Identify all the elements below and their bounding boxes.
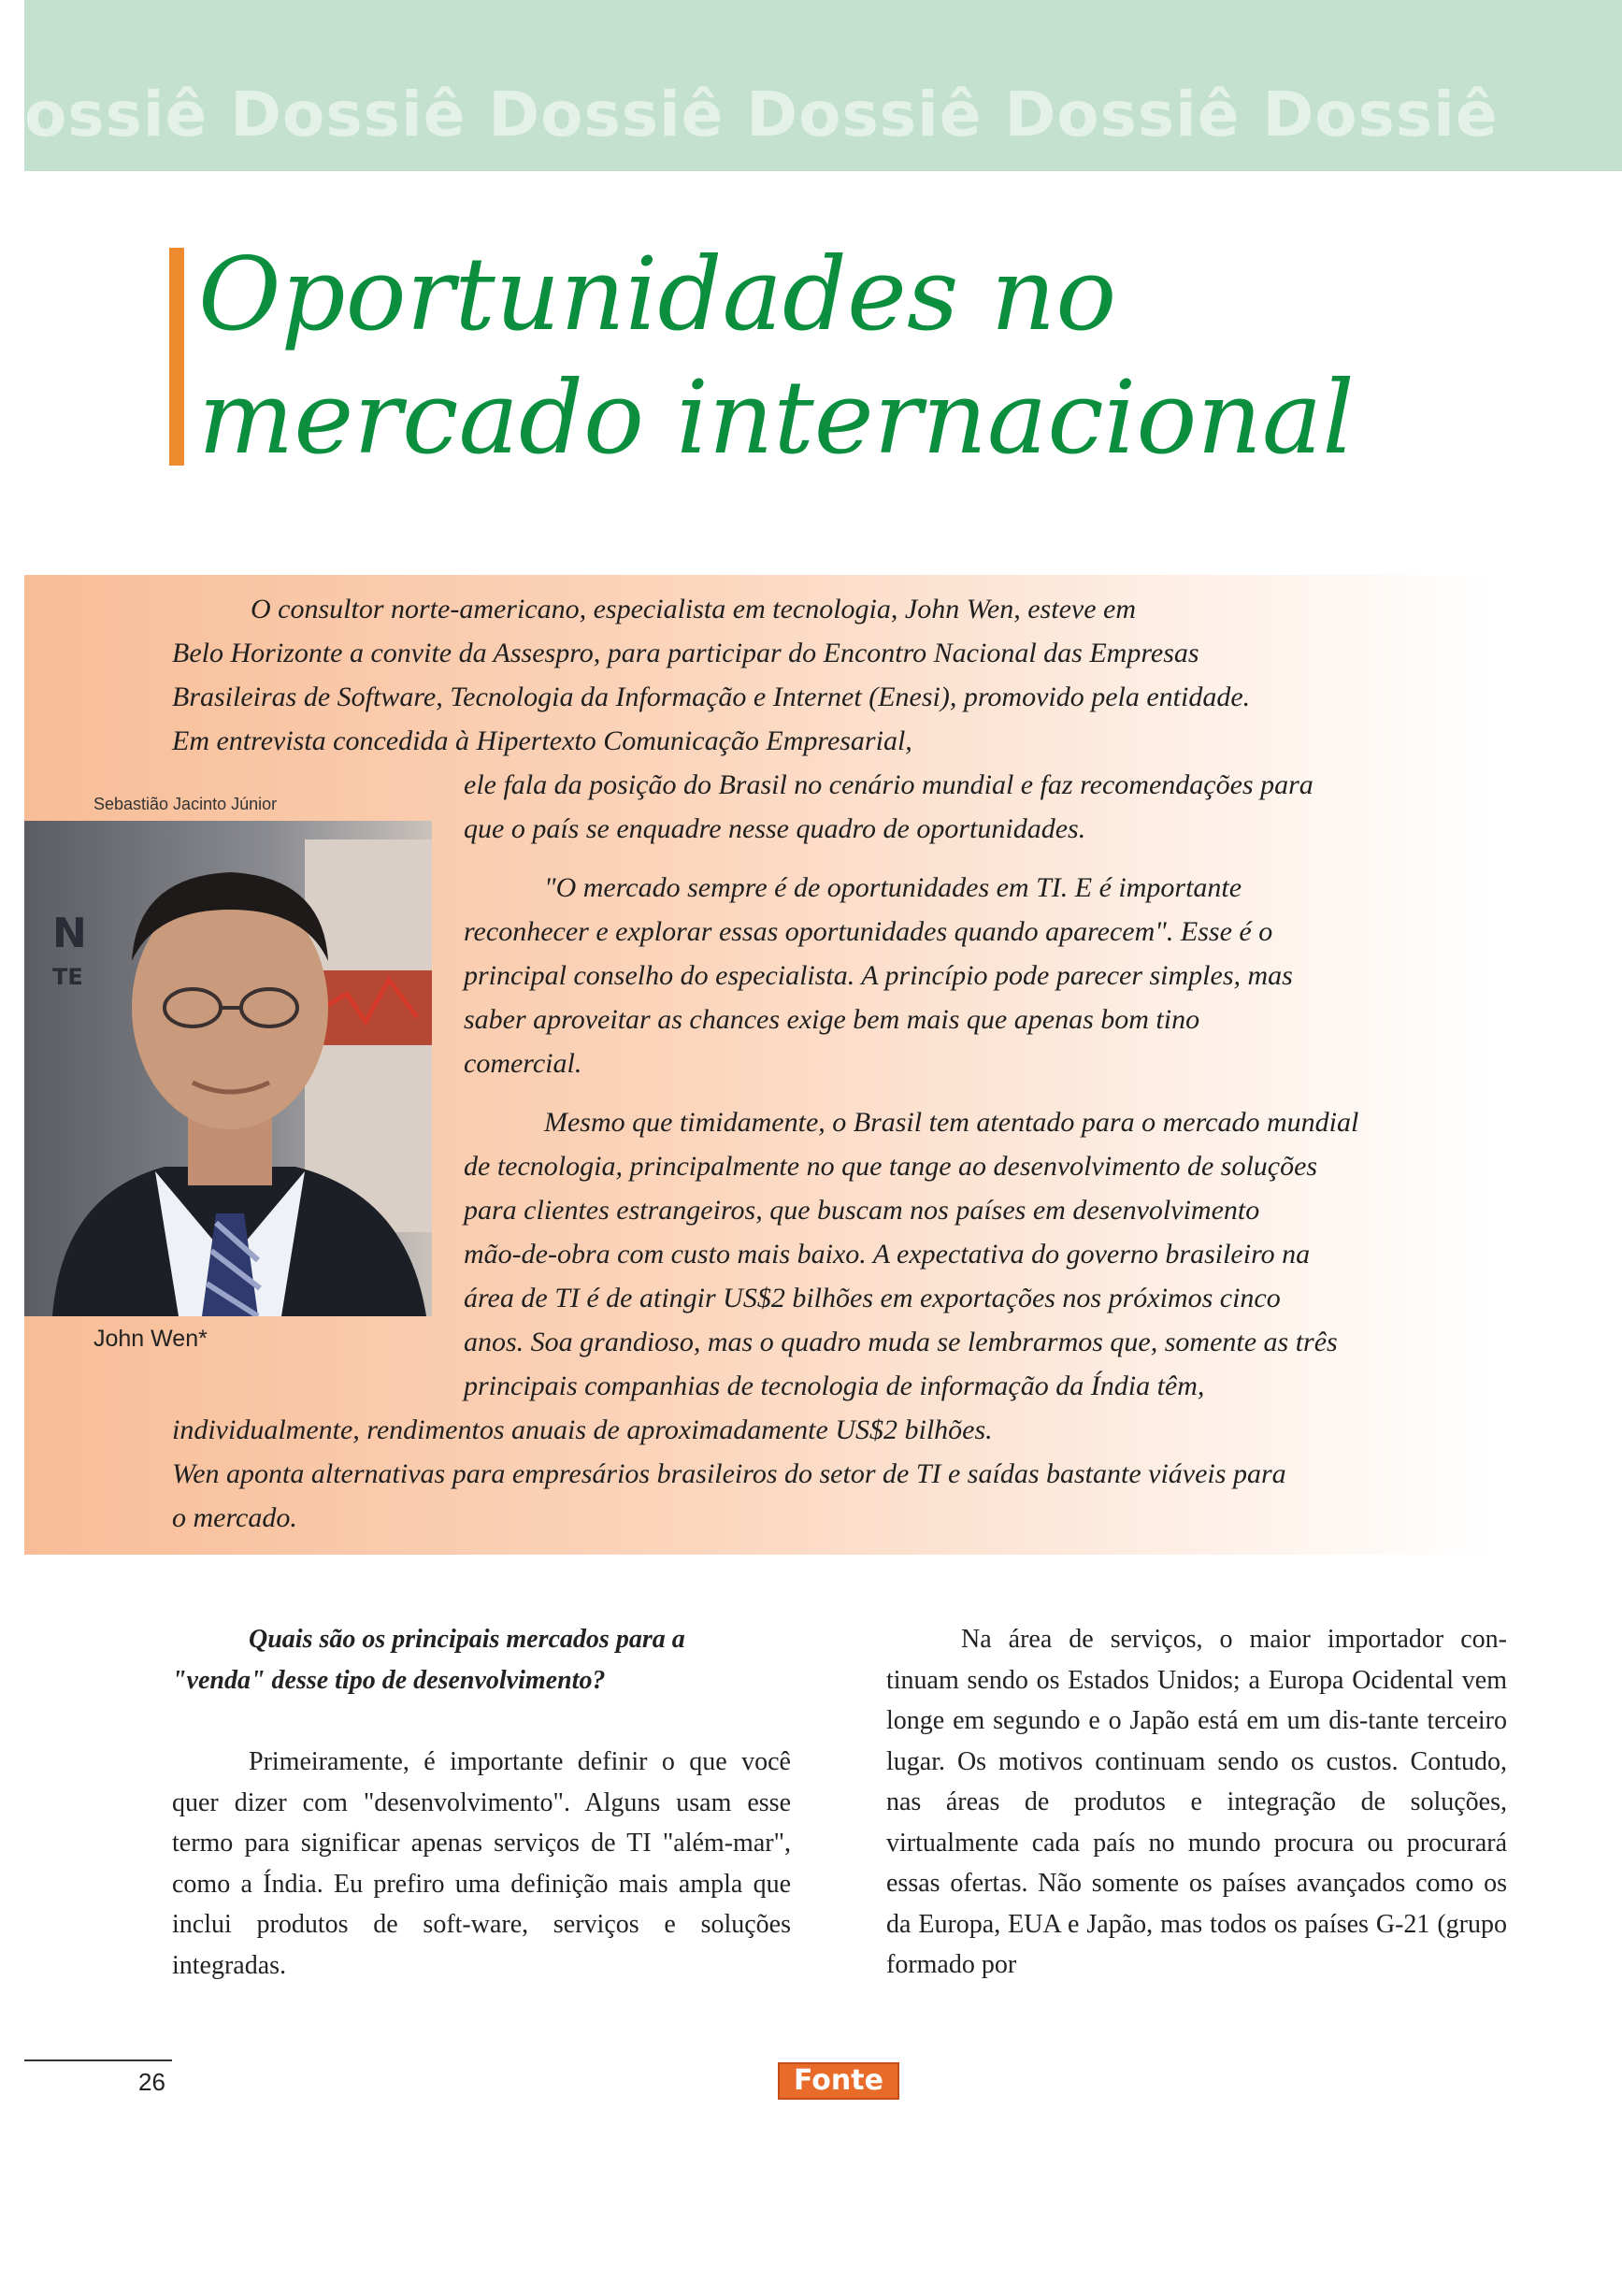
lead-line: o mercado. — [172, 1502, 297, 1533]
footer-rule — [24, 2059, 172, 2061]
lead-line: Belo Horizonte a convite da Assespro, para participar do Encontro Nacional das Empresas — [172, 638, 1199, 668]
lead-line: individualmente, rendimentos anuais de aproximadamente US$2 bilhões. — [172, 1414, 993, 1445]
banner-letter-sub: TE — [52, 964, 83, 990]
title-line-2: mercado internacional — [198, 360, 1355, 477]
lead-line: Mesmo que timidamente, o Brasil tem atentado para o mercado mundial — [544, 1107, 1359, 1138]
portrait-photo — [24, 821, 432, 1316]
lead-line: que o país se enquadre nesse quadro de oportunidades. — [464, 813, 1086, 844]
fonte-logo: Fonte — [778, 2062, 899, 2100]
lead-line: comercial. — [464, 1048, 582, 1079]
lead-line: Brasileiras de Software, Tecnologia da Informação e Internet (Enesi), promovido pela entidade. — [172, 682, 1251, 712]
section-label: ossiê Dossiê Dossiê Dossiê Dossiê Dossiê — [24, 79, 1499, 151]
page-number: 26 — [138, 2068, 165, 2096]
header-band — [24, 0, 1622, 171]
question-line: Quais são os principais mercados para a — [249, 1625, 685, 1654]
lead-line: O consultor norte-americano, especialista em tecnologia, John Wen, esteve em — [251, 594, 1136, 624]
lead-line: de tecnologia, principalmente no que tange ao desenvolvimento de soluções — [464, 1151, 1318, 1182]
right-column-paragraph: Na área de serviços, o maior importador con-tinuam sendo os Estados Unidos; a Europa Ocidental vem longe em segundo e o Japão está em um dis-tante terceiro lugar. Os motivos continuam sendo os custos. Contudo, nas áreas de produtos e integração de soluções, virtualmente cada país no mundo procura ou procurará essas ofertas. Não somente os países avançados como os da Europa, EUA e Japão, mas todos os países G-21 (grupo formado por — [886, 1625, 1507, 1979]
lead-line: Wen aponta alternativas para empresários brasileiros do setor de TI e saídas bastante viáveis para — [172, 1458, 1286, 1489]
photo-credit: Sebastião Jacinto Júnior — [93, 795, 278, 813]
lead-line: mão-de-obra com custo mais baixo. A expectativa do governo brasileiro na — [464, 1239, 1311, 1270]
lead-line: para clientes estrangeiros, que buscam nos países em desenvolvimento — [464, 1195, 1260, 1226]
title-accent-bar — [169, 248, 184, 466]
answer-paragraph: Primeiramente, é importante definir o que você quer dizer com "desenvolvimento". Alguns usam esse termo para significar apenas serviços de TI "além-mar", como a Índia. Eu prefiro uma definição mais ampla que inclui produtos de soft-ware, serviços e soluções integradas. — [172, 1747, 791, 1980]
lead-line: principais companhias de tecnologia de informação da Índia têm, — [464, 1370, 1205, 1401]
page-title — [198, 234, 1507, 481]
question-line: "venda" desse tipo de desenvolvimento? — [172, 1666, 606, 1695]
title-line-1: Oportunidades no — [198, 237, 1117, 353]
banner-letter: N — [52, 910, 87, 957]
lead-line: "O mercado sempre é de oportunidades em TI. E é importante — [544, 872, 1242, 903]
lead-line: reconhecer e explorar essas oportunidades quando aparecem". Esse é o — [464, 916, 1273, 947]
lead-line: ele fala da posição do Brasil no cenário mundial e faz recomendações para — [464, 769, 1313, 800]
photo-caption: John Wen* — [93, 1326, 208, 1352]
lead-line: Em entrevista concedida à Hipertexto Comunicação Empresarial, — [172, 725, 912, 756]
lead-line: principal conselho do especialista. A princípio pode parecer simples, mas — [464, 960, 1293, 991]
lead-line: área de TI é de atingir US$2 bilhões em exportações nos próximos cinco — [464, 1283, 1281, 1313]
lead-line: saber aproveitar as chances exige bem mais que apenas bom tino — [464, 1004, 1200, 1035]
lead-line: anos. Soa grandioso, mas o quadro muda se lembrarmos que, somente as três — [464, 1327, 1338, 1357]
portrait-illustration — [24, 821, 432, 1316]
